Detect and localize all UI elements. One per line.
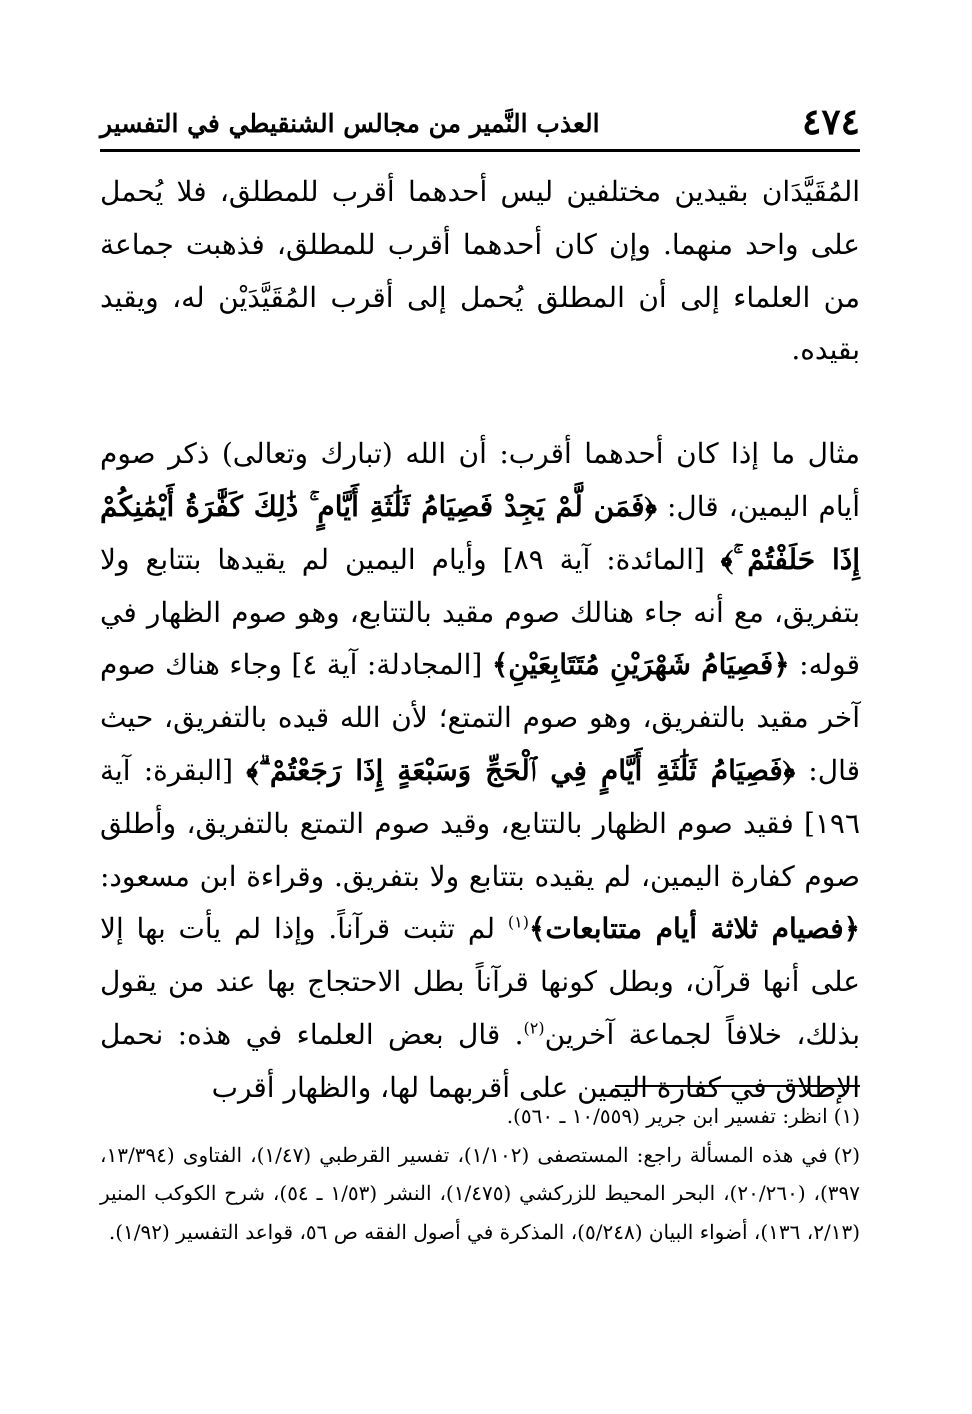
footnote-text: انظر: تفسير ابن جرير (١٠/٥٥٩ ـ ٥٦٠). bbox=[506, 1104, 828, 1128]
footnote-ref-1: (١) bbox=[507, 913, 529, 933]
paragraph-2-text-5: لم تثبت قرآناً. وإذا لم يأت بها إلا على أنها قرآن، وبطل كونها قرآناً بطل الاحتجاج بها عند من يقول بذلك، خلافاً لجماعة آخرين bbox=[100, 912, 860, 1051]
paragraph-2 bbox=[100, 428, 860, 1114]
footnote-rule bbox=[615, 1085, 860, 1087]
page-header bbox=[100, 100, 860, 148]
paragraph-2-text-4: [البقرة: آية ١٩٦] فقيد صوم الظهار بالتتابع، وقيد صوم التمتع بالتفريق، وأطلق صوم كفارة اليمين، لم يقيده بتتابع ولا بتفريق. وقراءة ابن مسعود: bbox=[100, 753, 860, 893]
page-number: ٤٧٤ bbox=[801, 101, 860, 143]
footnotes bbox=[100, 1097, 860, 1251]
ibn-masud-reading: ﴿فصيام ثلاثة أيام متتابعات﴾ bbox=[528, 912, 861, 946]
paragraph-2-text-3: [المجادلة: آية ٤] وجاء هناك صوم آخر مقيد بالتفريق، وهو صوم التمتع؛ لأن الله قيده بالتفريق، حيث قال: bbox=[100, 648, 860, 787]
paragraph-2-text-2: [المائدة: آية ٨٩] وأيام اليمين لم يقيدها بتتابع ولا بتفريق، مع أنه جاء هنالك صوم مقيد بالتتابع، وهو صوم الظهار في قوله: bbox=[100, 542, 860, 682]
footnote-1 bbox=[100, 1097, 860, 1136]
paragraph-1: المُقَيَّدَان بقيدين مختلفين ليس أحدهما أقرب للمطلق، فلا يُحمل على واحد منهما. وإن كان أحدهما أقرب للمطلق، فذهبت جماعة من العلماء إلى أن المطلق يُحمل إلى أقرب المُقَيَّدَيْن له، ويقيد بقيده. bbox=[100, 175, 860, 367]
footnote-number: (١) bbox=[833, 1104, 860, 1128]
quran-verse-maidah: ﴿فَمَن لَّمْ يَجِدْ فَصِيَامُ ثَلَٰثَةِ أَيَّامٍ ۚ ذَٰلِكَ كَفَّٰرَةُ أَيْمَٰنِكُمْ إِذَا حَلَفْتُمْ ۚ﴾ bbox=[100, 489, 860, 576]
paragraph-2-text-6: . قال بعض العلماء في هذه: نحمل الإطلاق في كفارة اليمين على أقربهما لها، والظهار أقرب bbox=[100, 1017, 860, 1104]
footnote-text: في هذه المسألة راجع: المستصفى (١/١٠٢)، تفسير القرطبي (١/٤٧)، الفتاوى (١٣/٣٩٤، ٣٩٧)، (٢٠/٢٦٠)، البحر المحيط للزركشي (١/٤٧٥)، النشر (١/٥٣ ـ ٥٤)، شرح الكوكب المنير (٢/١٣، ١٣٦)، أضواء البيان (٥/٢٤٨)، المذكرة في أصول الفقه ص ٥٦، قواعد التفسير (١/٩٢). bbox=[100, 1142, 861, 1244]
footnote-2 bbox=[100, 1136, 860, 1252]
footnote-number: (٢) bbox=[833, 1142, 861, 1167]
running-title: العذب النَّمير من مجالس الشنقيطي في التفسير bbox=[100, 109, 600, 138]
paragraph-2-intro: مثال ما إذا كان أحدهما أقرب: أن الله (تبارك وتعالى) ذكر صوم أيام اليمين، قال: bbox=[100, 437, 860, 523]
main-text bbox=[100, 166, 860, 1115]
footnote-ref-2: (٢) bbox=[523, 1018, 545, 1038]
quran-verse-baqarah: ﴿فَصِيَامُ ثَلَٰثَةِ أَيَّامٍ فِي ٱلْحَجِّ وَسَبْعَةٍ إِذَا رَجَعْتُمْ ۗ﴾ bbox=[246, 753, 796, 787]
quran-verse-mujadalah: ﴿فَصِيَامُ شَهْرَيْنِ مُتَتَابِعَيْنِ﴾ bbox=[491, 648, 790, 682]
header-rule bbox=[100, 149, 860, 152]
